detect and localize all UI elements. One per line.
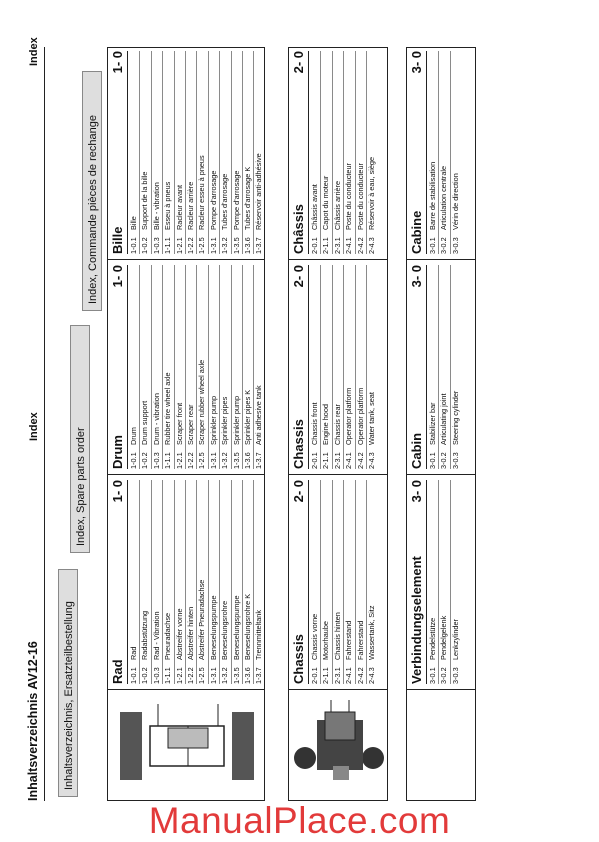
entry-number: 3-0.2	[439, 237, 449, 254]
entry-label: Chassis vorne	[310, 613, 319, 660]
index-entry[interactable]	[439, 480, 450, 684]
column-title	[291, 265, 309, 469]
entry-number: 1-2.5	[197, 452, 207, 469]
entry-number: 3-0.1	[428, 452, 437, 469]
column-title-code: 1- 0	[110, 480, 125, 503]
index-entry[interactable]	[175, 480, 186, 684]
entry-number: 1-3.1	[208, 667, 218, 684]
entry-number: 1-3.7	[254, 452, 264, 469]
entry-label: Water tank, seat	[366, 392, 376, 445]
index-entry[interactable]	[163, 480, 174, 684]
entry-label: Pneuradachse	[163, 612, 173, 660]
entry-label: Beneselungsrohre K	[242, 593, 252, 660]
column-title-text: Bille	[110, 226, 125, 254]
entry-label: Racleur esseu à pneus	[197, 155, 207, 230]
entry-number: 2-3.1	[332, 237, 342, 254]
index-entry[interactable]	[367, 480, 377, 684]
entry-label: Operator platform	[344, 387, 354, 445]
section-1-0	[107, 47, 265, 801]
entry-label: Pompe d'arrosage	[231, 170, 241, 230]
entry-label: Tubes d'arrosage	[220, 173, 230, 230]
entry-number: 1-0.2	[140, 667, 150, 684]
index-entry[interactable]	[129, 51, 140, 254]
entry-number: 2-4.2	[355, 452, 365, 469]
index-entry[interactable]	[428, 265, 439, 469]
column-title	[409, 51, 427, 254]
index-entry[interactable]	[186, 480, 197, 684]
index-entry[interactable]	[451, 51, 461, 254]
entry-label: Scraper rear	[185, 404, 195, 445]
entry-label: Chassis hinten	[332, 612, 342, 660]
index-entry[interactable]	[152, 480, 163, 684]
entry-number: 3-0.1	[428, 667, 437, 684]
entry-number: 1-0.3	[151, 237, 161, 254]
entry-label: Sprinkler pump	[208, 395, 218, 445]
entry-number: 2-0.1	[310, 452, 319, 469]
entry-label: Abstreifer vorne	[174, 608, 184, 660]
column-title-text: Drum	[110, 435, 125, 469]
entry-number: 3-0.3	[450, 452, 460, 469]
index-entry[interactable]	[232, 265, 243, 469]
entry-number: 1-2.1	[174, 452, 184, 469]
entry-label: Drum support	[140, 400, 150, 445]
index-entry[interactable]	[344, 265, 355, 469]
index-entry[interactable]	[175, 265, 186, 469]
entry-label: Réservoir anti-adhésive	[254, 153, 264, 230]
column-title	[110, 265, 128, 469]
index-entry[interactable]	[356, 265, 367, 469]
entry-label: Radabstützung	[140, 610, 150, 660]
entry-label: Bille - vibration	[151, 182, 161, 230]
index-entry[interactable]	[163, 265, 174, 469]
entry-label: Pendelstütze	[428, 617, 437, 660]
entry-number: 3-0.1	[428, 237, 437, 254]
entry-label: Poste du conducteur	[344, 163, 354, 230]
entry-number: 1-1.1	[163, 452, 173, 469]
index-entry[interactable]	[310, 51, 321, 254]
entry-label: Vérin de direction	[450, 173, 460, 230]
column-title-code: 2- 0	[291, 265, 306, 288]
entry-label: Support de la bille	[140, 171, 150, 230]
entry-label: Stabilizer bar	[428, 402, 437, 445]
entry-number: 2-0.1	[310, 237, 319, 254]
entry-number: 1-2.1	[174, 667, 184, 684]
entry-number: 1-1.1	[163, 667, 173, 684]
entry-label: Trennmitteltank	[254, 609, 264, 660]
entry-number: 1-2.2	[185, 452, 195, 469]
index-entry[interactable]	[197, 265, 208, 469]
index-entry[interactable]	[254, 265, 264, 469]
entry-number: 1-3.6	[242, 452, 252, 469]
column-title-text: Chassis	[291, 419, 306, 469]
entry-number: 1-3.5	[231, 452, 241, 469]
column-title-code: 3- 0	[409, 480, 424, 503]
page-title-center: Index	[28, 412, 40, 441]
index-entry[interactable]	[310, 480, 321, 684]
entry-label: Racleur arrière	[185, 181, 195, 230]
entry-label: Pompe d'arrosage	[208, 170, 218, 230]
entry-label: Anti adhesive tank	[254, 385, 264, 445]
entry-label: Fahrerstand	[344, 620, 354, 660]
index-entry[interactable]	[209, 480, 220, 684]
index-entry[interactable]	[439, 51, 450, 254]
index-entry[interactable]	[140, 480, 151, 684]
entry-number: 1-3.6	[242, 667, 252, 684]
entry-label: Articulating joint	[439, 393, 449, 445]
index-entry[interactable]	[140, 51, 151, 254]
entry-label: Chassis rear	[332, 404, 342, 445]
index-entry[interactable]	[333, 265, 344, 469]
entry-label: Rad - Vibration	[151, 611, 161, 660]
index-entry[interactable]	[232, 51, 243, 254]
index-entry[interactable]	[186, 265, 197, 469]
entry-label: Motorhaube	[321, 621, 331, 660]
entry-number: 2-1.1	[321, 237, 331, 254]
column-title-code: 2- 0	[291, 51, 306, 74]
entry-number: 3-0.2	[439, 452, 449, 469]
index-entry[interactable]	[344, 51, 355, 254]
column-title	[409, 480, 427, 684]
column-title	[110, 480, 128, 684]
entry-number: 2-0.1	[310, 667, 319, 684]
entry-number: 2-3.1	[332, 667, 342, 684]
entry-number: 1-3.1	[208, 452, 218, 469]
index-entry[interactable]	[129, 265, 140, 469]
index-entry[interactable]	[451, 480, 461, 684]
entry-number: 1-0.1	[129, 667, 138, 684]
entry-label: Châssis avant	[310, 184, 319, 230]
entry-label: Châssis arrière	[332, 180, 342, 230]
entry-label: Scraper rubber wheel axle	[197, 359, 207, 445]
index-entry[interactable]	[243, 480, 254, 684]
entry-label: Drum - vibration	[151, 393, 161, 445]
roller-side-illustration	[289, 690, 389, 800]
entry-label: Sprinkler pipes	[220, 396, 230, 445]
column-title	[291, 51, 309, 254]
tab-de[interactable]: Inhaltsverzeichnis, Ersatzteilbestellung	[58, 569, 78, 797]
entry-number: 1-0.2	[140, 237, 150, 254]
entry-label: Steering cylinder	[450, 390, 460, 445]
section-2-0	[288, 47, 388, 801]
index-entry[interactable]	[254, 480, 264, 684]
entry-label: Beneselungspumpe	[208, 595, 218, 660]
index-entry[interactable]	[428, 480, 439, 684]
column-title	[291, 480, 309, 684]
column-fr	[289, 46, 387, 260]
entry-number: 1-0.3	[151, 667, 161, 684]
column-en	[407, 260, 475, 475]
index-entry[interactable]	[254, 51, 264, 254]
entry-label: Poste du conducteur	[355, 163, 365, 230]
page-title-left: Inhaltsverzeichnis AV12-16	[26, 641, 40, 801]
entry-number: 2-4.3	[366, 452, 376, 469]
index-entry[interactable]	[140, 265, 151, 469]
entry-label: Articulation centrale	[439, 165, 449, 230]
entry-label: Racleur avant	[174, 184, 184, 230]
entry-number: 2-4.1	[344, 452, 354, 469]
index-entry[interactable]	[243, 265, 254, 469]
column-title-text: Cabin	[409, 432, 424, 469]
section-picture	[289, 690, 387, 800]
column-title-text: Châssis	[291, 204, 306, 254]
tab-fr[interactable]: Index, Commande pièces de rechange	[82, 71, 102, 311]
entry-number: 2-4.2	[355, 667, 365, 684]
index-entry[interactable]	[356, 480, 367, 684]
entry-number: 1-3.7	[254, 237, 264, 254]
entry-number: 3-0.3	[450, 667, 460, 684]
index-entry[interactable]	[321, 51, 332, 254]
section-picture	[108, 690, 264, 800]
index-entry[interactable]	[439, 265, 450, 469]
entry-number: 3-0.3	[450, 237, 460, 254]
entry-number: 1-3.2	[220, 452, 230, 469]
entry-number: 1-3.2	[220, 667, 230, 684]
watermark: ManualPlace.com	[148, 800, 451, 841]
entry-number: 1-3.5	[231, 237, 241, 254]
column-en	[108, 260, 264, 475]
entry-number: 3-0.2	[439, 667, 449, 684]
index-entry[interactable]	[152, 265, 163, 469]
entry-label: Scraper front	[174, 402, 184, 445]
index-entry[interactable]	[333, 51, 344, 254]
index-entry[interactable]	[428, 51, 439, 254]
index-entry[interactable]	[209, 51, 220, 254]
entry-label: Fahrerstand	[355, 620, 365, 660]
column-de	[407, 475, 475, 690]
tab-en[interactable]: Index, Spare parts order	[70, 325, 90, 553]
entry-number: 2-3.1	[332, 452, 342, 469]
column-title-code: 1- 0	[110, 51, 125, 74]
column-de	[108, 475, 264, 690]
column-en	[289, 260, 387, 475]
index-entry[interactable]	[367, 265, 377, 469]
entry-label: Pendelgelenk	[439, 615, 449, 660]
entry-label: Bille	[129, 216, 138, 230]
entry-label: Wassertank, Sitz	[366, 605, 376, 660]
index-entry[interactable]	[310, 265, 321, 469]
entry-label: Beneselungsrohre	[220, 600, 230, 660]
entry-number: 1-3.1	[208, 237, 218, 254]
entry-number: 1-3.6	[242, 237, 252, 254]
entry-number: 2-4.3	[366, 237, 376, 254]
entry-number: 1-1.1	[163, 237, 173, 254]
entry-number: 2-4.3	[366, 667, 376, 684]
entry-label: Drum	[129, 427, 138, 445]
index-entry[interactable]	[220, 265, 231, 469]
index-entry[interactable]	[175, 51, 186, 254]
entry-label: Tubes d'arrosage K	[242, 166, 252, 230]
index-entry[interactable]	[344, 480, 355, 684]
index-entry[interactable]	[197, 480, 208, 684]
index-entry[interactable]	[152, 51, 163, 254]
column-fr	[108, 46, 264, 260]
entry-label: Operator platform	[355, 387, 365, 445]
index-entry[interactable]	[186, 51, 197, 254]
index-entry[interactable]	[232, 480, 243, 684]
column-title-text: Rad	[110, 659, 125, 684]
entry-label: Chassis front	[310, 402, 319, 445]
index-entry[interactable]	[197, 51, 208, 254]
section-3-0	[406, 47, 476, 801]
header-rule	[44, 47, 45, 801]
page-title-right: Index	[28, 37, 40, 66]
index-entry[interactable]	[220, 480, 231, 684]
entry-label: Sprinkler pump	[231, 395, 241, 445]
entry-label: Réservoir à eau, siège	[366, 156, 376, 230]
entry-label: Esseu à pneus	[163, 181, 173, 230]
index-entry[interactable]	[243, 51, 254, 254]
index-entry[interactable]	[209, 265, 220, 469]
index-entry[interactable]	[129, 480, 140, 684]
entry-label: Sprinkler pipes K	[242, 389, 252, 445]
entry-number: 1-2.2	[185, 237, 195, 254]
entry-number: 2-4.1	[344, 237, 354, 254]
index-entry[interactable]	[163, 51, 174, 254]
column-title-code: 3- 0	[409, 265, 424, 288]
column-fr	[407, 46, 475, 260]
entry-number: 1-2.1	[174, 237, 184, 254]
column-title-code: 1- 0	[110, 265, 125, 288]
column-title	[409, 265, 427, 469]
column-title	[110, 51, 128, 254]
entry-number: 1-2.5	[197, 667, 207, 684]
roller-front-illustration	[108, 690, 266, 800]
entry-label: Barre de stabilisation	[428, 161, 437, 230]
column-title-text: Verbindungselement	[409, 556, 424, 684]
entry-label: Rad	[129, 646, 138, 660]
entry-number: 1-0.1	[129, 237, 138, 254]
entry-label: Rubber tire wheel axle	[163, 372, 173, 445]
index-entry[interactable]	[321, 265, 332, 469]
entry-number: 1-0.2	[140, 452, 150, 469]
index-entry[interactable]	[321, 480, 332, 684]
column-title-code: 2- 0	[291, 480, 306, 503]
column-title-text: Chassis	[291, 634, 306, 684]
entry-number: 2-4.1	[344, 667, 354, 684]
entry-number: 1-3.5	[231, 667, 241, 684]
index-entry[interactable]	[356, 51, 367, 254]
entry-label: Beneselungspumpe	[231, 595, 241, 660]
index-entry[interactable]	[367, 51, 377, 254]
entry-label: Engine hood	[321, 404, 331, 445]
entry-number: 1-3.7	[254, 667, 264, 684]
index-entry[interactable]	[220, 51, 231, 254]
entry-number: 2-4.2	[355, 237, 365, 254]
column-title-code: 3- 0	[409, 51, 424, 74]
entry-number: 1-0.3	[151, 452, 161, 469]
entry-number: 2-1.1	[321, 667, 331, 684]
entry-label: Lenkzylinder	[450, 619, 460, 660]
entry-number: 1-3.2	[220, 237, 230, 254]
index-entry[interactable]	[333, 480, 344, 684]
index-entry[interactable]	[451, 265, 461, 469]
entry-number: 2-1.1	[321, 452, 331, 469]
entry-label: Capot du moteur	[321, 175, 331, 230]
entry-label: Abstreifer Pneuradachse	[197, 579, 207, 660]
entry-label: Abstreifer hinten	[185, 606, 195, 660]
column-de	[289, 475, 387, 690]
section-picture	[407, 690, 475, 800]
column-title-text: Cabine	[409, 210, 424, 254]
entry-number: 1-0.1	[129, 452, 138, 469]
entry-number: 1-2.5	[197, 237, 207, 254]
entry-number: 1-2.2	[185, 667, 195, 684]
